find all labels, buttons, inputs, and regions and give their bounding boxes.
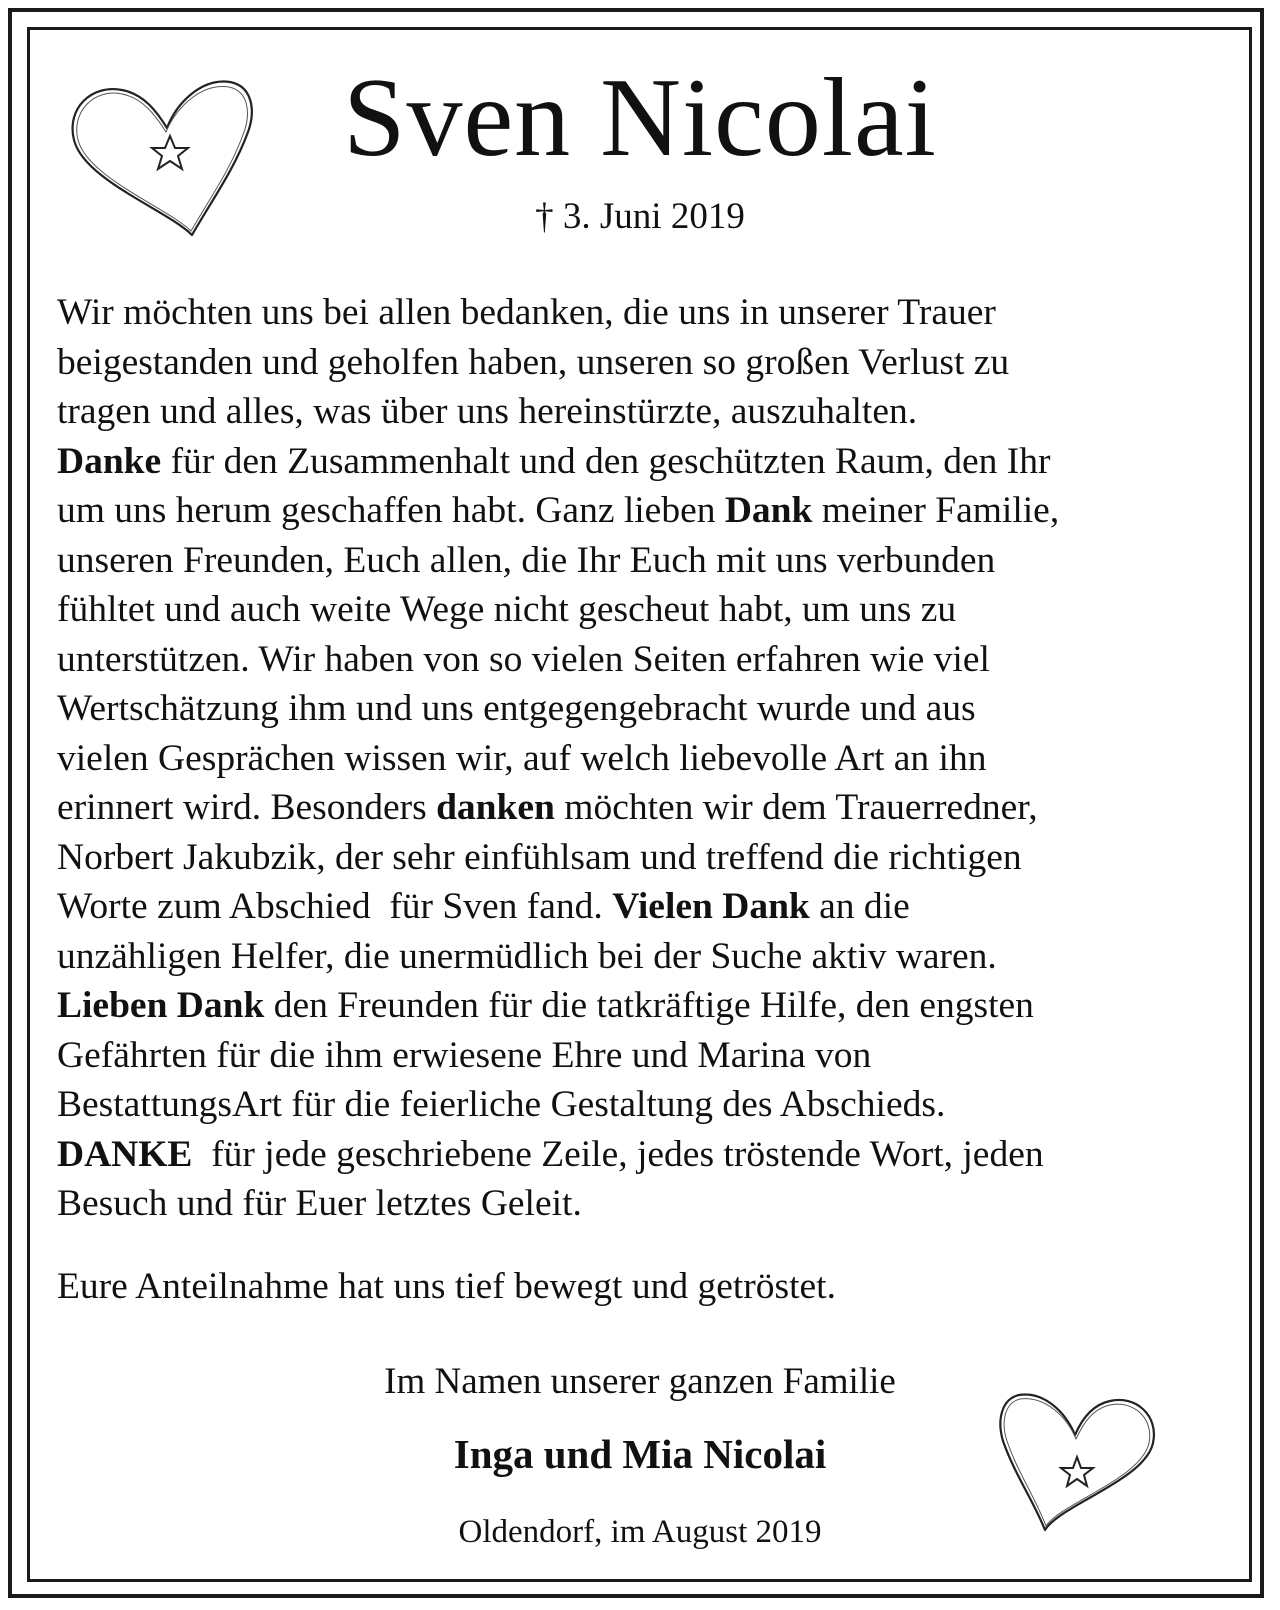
text-segment: Norbert Jakubzik, der sehr einfühlsam und treffend die richtigen bbox=[57, 836, 1022, 878]
text-segment: fühltet und auch weite Wege nicht gescheut habt, um uns zu bbox=[57, 589, 957, 630]
text-segment: BestattungsArt für die feierliche Gestaltung des Abschieds. bbox=[57, 1084, 946, 1125]
closing-sentence: Eure Anteilnahme hat uns tief bewegt und getröstet. bbox=[57, 1266, 836, 1307]
text-segment: beigestanden und geholfen haben, unseren so großen Verlust zu bbox=[57, 341, 1010, 383]
death-date: † 3. Juni 2019 bbox=[535, 196, 745, 237]
text-line bbox=[57, 882, 1252, 932]
text-segment: unterstützen. Wir haben von so vielen Seiten erfahren wie viel bbox=[57, 638, 990, 680]
place-and-date: Oldendorf, im August 2019 bbox=[458, 1514, 822, 1550]
text-line bbox=[57, 437, 1252, 487]
thank-you-text bbox=[57, 288, 1252, 1229]
text-segment: Besuch und für Euer letztes Geleit. bbox=[57, 1183, 582, 1224]
text-line bbox=[57, 387, 1252, 437]
text-segment: vielen Gesprächen wissen wir, auf welch liebevolle Art an ihn bbox=[57, 737, 987, 779]
family-line: Im Namen unserer ganzen Familie bbox=[384, 1361, 896, 1402]
text-segment: Wertschätzung ihm und uns entgegengebracht wurde und aus bbox=[57, 688, 976, 729]
text-segment: erinnert wird. Besonders bbox=[57, 787, 437, 828]
text-segment: unseren Freunden, Euch allen, die Ihr Euch mit uns verbunden bbox=[57, 539, 996, 581]
text-line bbox=[57, 536, 1252, 586]
text-segment: Wir möchten uns bei allen bedanken, die uns in unserer Trauer bbox=[57, 292, 996, 333]
text-line bbox=[57, 734, 1252, 784]
text-line bbox=[57, 288, 1252, 338]
emphasized-word: Lieben Dank bbox=[57, 985, 265, 1026]
text-line bbox=[57, 1080, 1252, 1130]
text-segment: meiner Familie, bbox=[812, 490, 1060, 531]
emphasized-word: Dank bbox=[724, 490, 813, 531]
emphasized-word: danken bbox=[436, 787, 555, 828]
text-segment: um uns herum geschaffen habt. Ganz lieben bbox=[57, 490, 725, 531]
text-line bbox=[57, 486, 1252, 536]
text-segment: tragen und alles, was über uns hereinstürzte, auszuhalten. bbox=[57, 391, 918, 432]
text-line bbox=[57, 783, 1252, 833]
text-line bbox=[57, 932, 1252, 982]
deceased-name: Sven Nicolai bbox=[343, 56, 937, 180]
text-line bbox=[57, 684, 1252, 734]
text-line bbox=[57, 1130, 1252, 1180]
text-segment: Gefährten für die ihm erwiesene Ehre und Marina von bbox=[57, 1034, 872, 1076]
text-segment: an die bbox=[809, 886, 910, 927]
text-segment: für den Zusammenhalt und den geschützten Raum, den Ihr bbox=[161, 440, 1051, 482]
text-line bbox=[57, 585, 1252, 635]
text-segment: unzähligen Helfer, die unermüdlich bei der Suche aktiv waren. bbox=[57, 935, 997, 977]
text-line bbox=[57, 833, 1252, 883]
text-line bbox=[57, 1031, 1252, 1081]
text-segment: Worte zum Abschied für Sven fand. bbox=[57, 886, 613, 927]
text-segment: den Freunden für die tatkräftige Hilfe, den engsten bbox=[264, 985, 1034, 1026]
text-line bbox=[57, 338, 1252, 388]
text-line bbox=[57, 635, 1252, 685]
text-line bbox=[57, 981, 1252, 1031]
emphasized-word: Danke bbox=[57, 440, 162, 482]
emphasized-word: Vielen Dank bbox=[612, 886, 810, 927]
emphasized-word: DANKE bbox=[57, 1133, 193, 1175]
text-line bbox=[57, 1179, 1252, 1229]
signers: Inga und Mia Nicolai bbox=[453, 1431, 827, 1477]
text-segment: für jede geschriebene Zeile, jedes tröstende Wort, jeden bbox=[192, 1133, 1044, 1175]
text-segment: möchten wir dem Trauerredner, bbox=[554, 787, 1038, 828]
